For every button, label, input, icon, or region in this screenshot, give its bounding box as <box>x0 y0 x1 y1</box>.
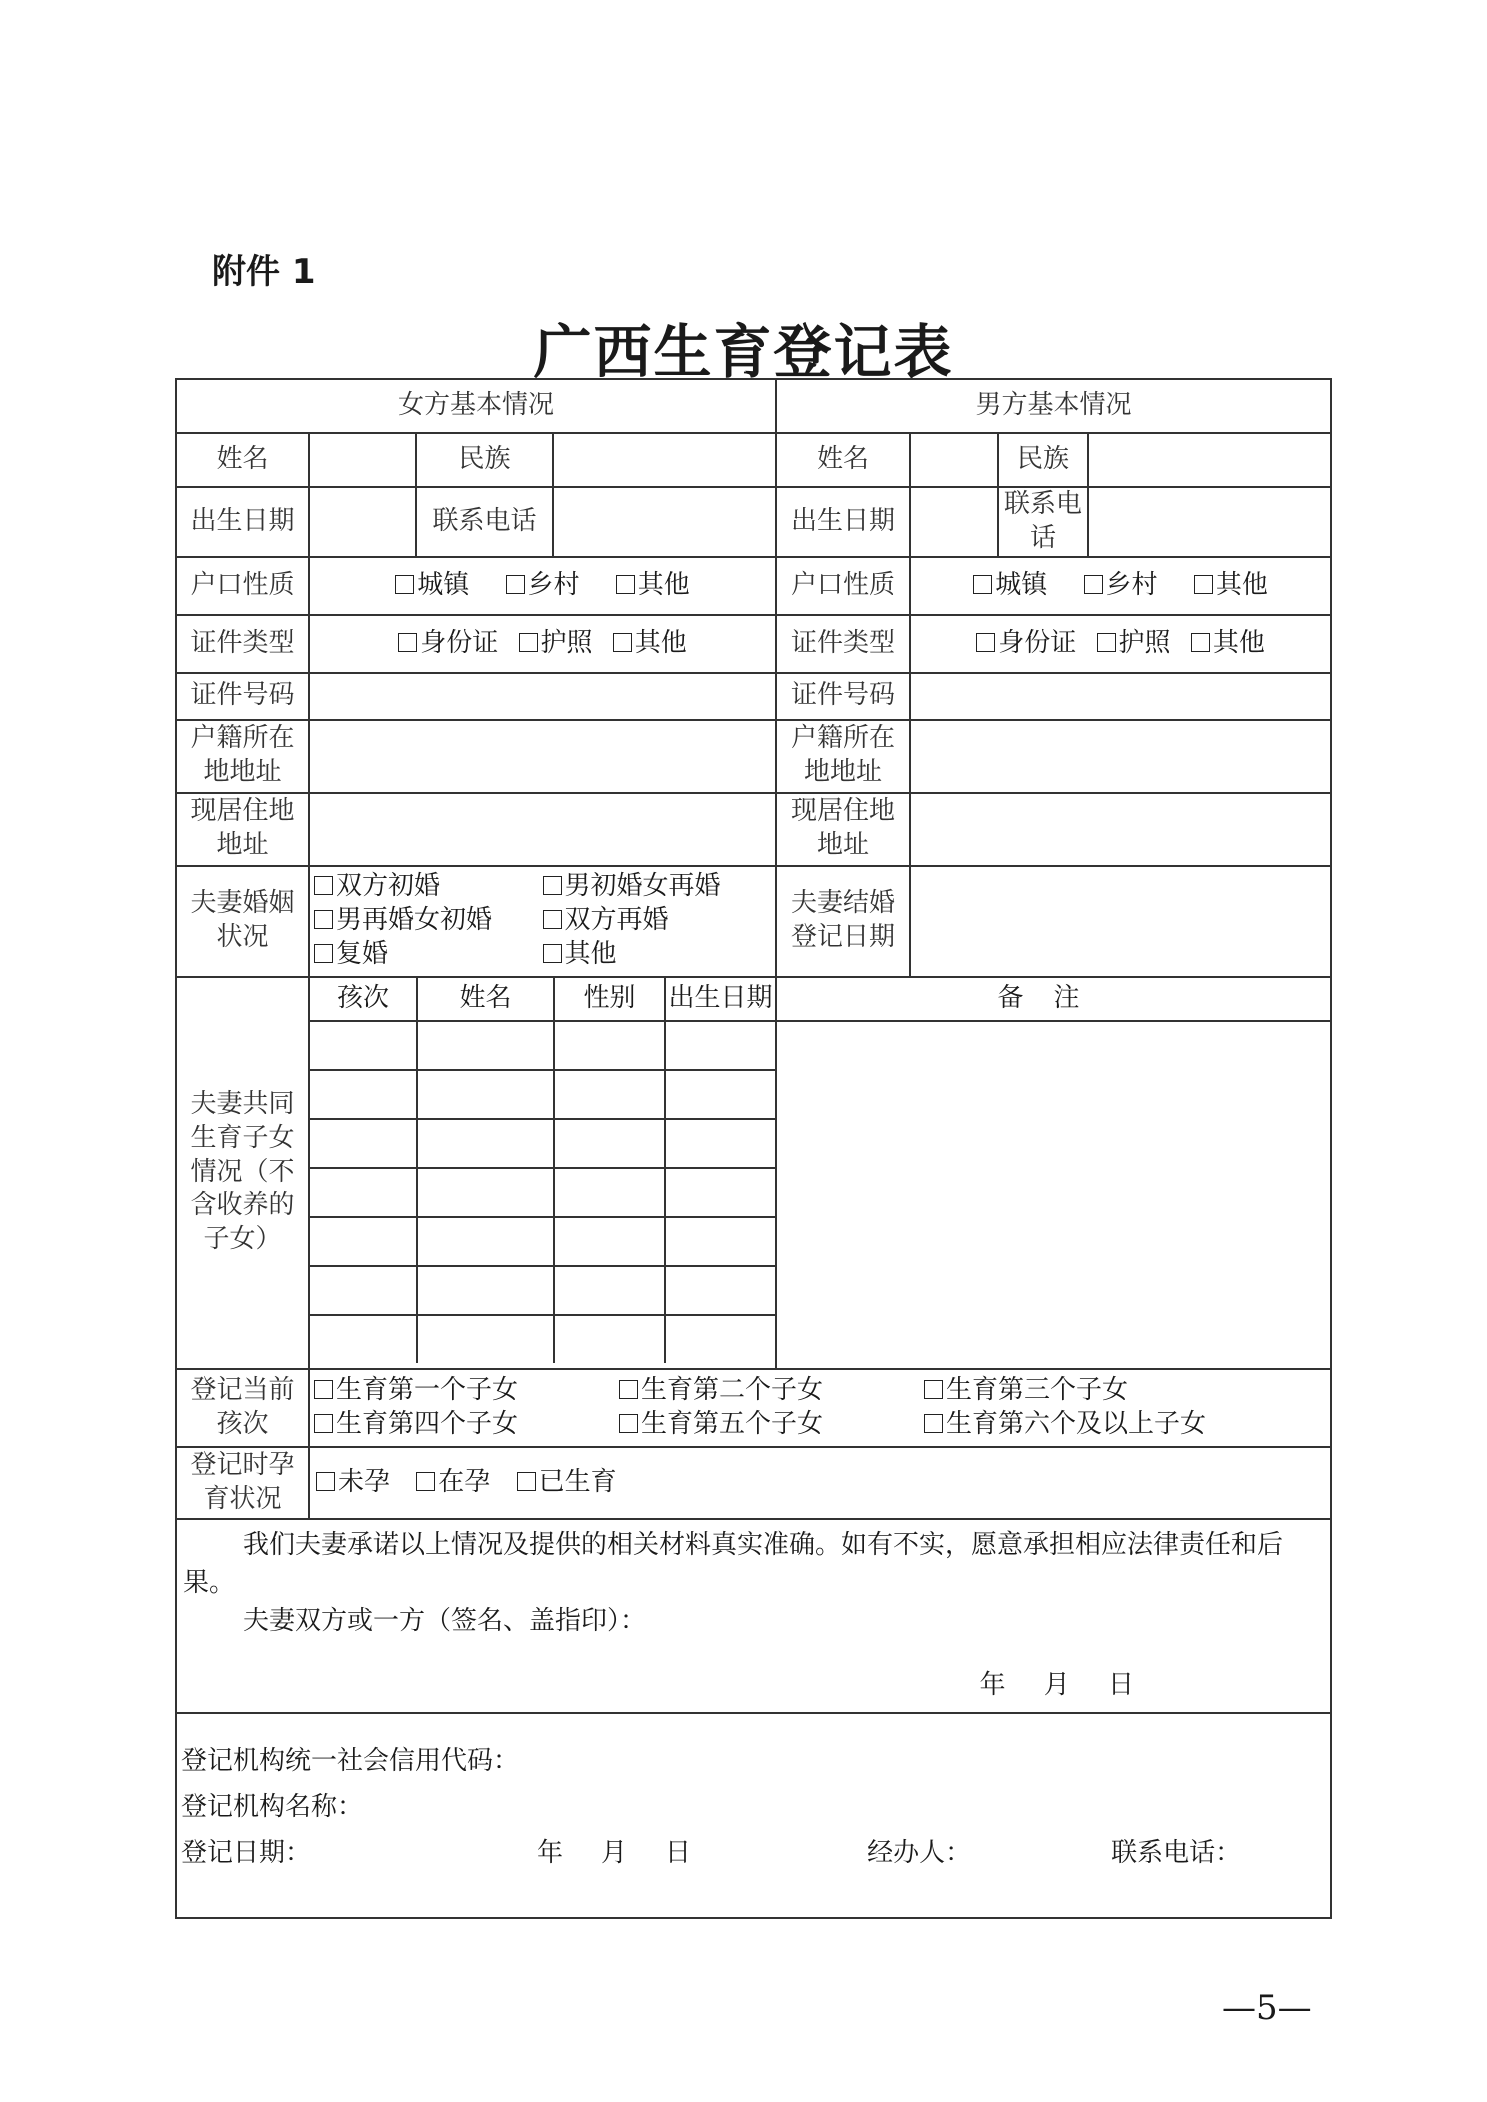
male-hukou-address-label: 户籍所在地地址 <box>776 720 910 793</box>
table-row <box>310 1266 775 1315</box>
female-idnumber-field[interactable] <box>309 673 776 720</box>
female-ethnicity-label: 民族 <box>416 433 553 487</box>
annex-label: 附件 1 <box>212 252 316 292</box>
female-hukou-label: 户口性质 <box>176 557 309 615</box>
female-idtype-label: 证件类型 <box>176 615 309 673</box>
female-name-field[interactable] <box>309 433 416 487</box>
male-name-label: 姓名 <box>776 433 910 487</box>
current-order-options <box>309 1369 1331 1447</box>
org-reg-date-label: 登记日期： <box>181 1837 312 1868</box>
option-town[interactable]: 城镇 <box>395 570 469 600</box>
option-other[interactable]: 其他 <box>1191 628 1265 658</box>
female-name-label: 姓名 <box>176 433 309 487</box>
checkbox-icon <box>543 876 562 895</box>
checkbox-icon <box>613 633 632 652</box>
male-current-address-field[interactable] <box>910 793 1331 866</box>
pledge-section <box>176 1519 1331 1713</box>
table-row <box>310 1217 775 1266</box>
option-remarriage[interactable]: 复婚 <box>314 938 543 972</box>
table-row <box>310 1021 775 1070</box>
option-idcard[interactable]: 身份证 <box>398 628 498 658</box>
male-hukou-address-field[interactable] <box>910 720 1331 793</box>
checkbox-icon <box>1084 575 1103 594</box>
male-ethnicity-label: 民族 <box>998 433 1088 487</box>
option-male-first-female-re[interactable]: 男初婚女再婚 <box>543 870 772 904</box>
male-name-field[interactable] <box>910 433 998 487</box>
checkbox-icon <box>314 876 333 895</box>
org-section <box>176 1713 1331 1918</box>
male-idnumber-field[interactable] <box>910 673 1331 720</box>
male-hukou-label: 户口性质 <box>776 557 910 615</box>
option-rural[interactable]: 乡村 <box>1084 570 1158 600</box>
org-credit-code[interactable]: 登记机构统一社会信用代码： <box>181 1745 520 1776</box>
option-passport[interactable]: 护照 <box>519 628 593 658</box>
male-current-address-label: 现居住地地址 <box>776 793 910 866</box>
checkbox-icon <box>314 944 333 963</box>
checkbox-icon <box>314 1414 333 1433</box>
checkbox-icon <box>619 1380 638 1399</box>
male-idtype-label: 证件类型 <box>776 615 910 673</box>
checkbox-icon <box>398 633 417 652</box>
option-idcard[interactable]: 身份证 <box>976 628 1076 658</box>
org-handler-label: 经办人： <box>867 1837 972 1868</box>
male-idnumber-label: 证件号码 <box>776 673 910 720</box>
pledge-date[interactable]: 年 月 日 <box>979 1669 1135 1700</box>
org-phone-label: 联系电话： <box>1111 1837 1242 1868</box>
checkbox-icon <box>395 575 414 594</box>
pledge-text: 我们夫妻承诺以上情况及提供的相关材料真实准确。如有不实，愿意承担相应法律责任和后果。 <box>183 1529 1284 1598</box>
child-col-name: 姓名 <box>417 978 554 1021</box>
org-date-row[interactable]: 登记日期： 年 月 日 经办人： 联系电话： <box>181 1837 1242 1868</box>
option-both-first[interactable]: 双方初婚 <box>314 870 543 904</box>
option-child-4[interactable]: 生育第四个子女 <box>314 1408 619 1442</box>
checkbox-icon <box>1097 633 1116 652</box>
children-label: 夫妻共同生育子女情况（不含收养的子女） <box>176 977 309 1369</box>
form-title: 广西生育登记表 <box>533 318 954 386</box>
checkbox-icon <box>924 1414 943 1433</box>
child-col-sex: 性别 <box>554 978 665 1021</box>
children-table <box>310 978 775 1363</box>
pregnancy-status-options <box>309 1447 1331 1519</box>
table-row <box>310 1168 775 1217</box>
option-other[interactable]: 其他 <box>616 570 690 600</box>
checkbox-icon <box>416 1472 435 1491</box>
female-idtype-options <box>309 615 776 673</box>
registration-form <box>175 378 1332 1919</box>
checkbox-icon <box>543 944 562 963</box>
checkbox-icon <box>1191 633 1210 652</box>
female-hukou-address-field[interactable] <box>309 720 776 793</box>
checkbox-icon <box>314 1380 333 1399</box>
checkbox-icon <box>314 910 333 929</box>
option-town[interactable]: 城镇 <box>973 570 1047 600</box>
child-col-order: 孩次 <box>310 978 417 1021</box>
female-ethnicity-field[interactable] <box>553 433 776 487</box>
pregnancy-status-label: 登记时孕育状况 <box>176 1447 309 1519</box>
org-name[interactable]: 登记机构名称： <box>181 1791 364 1822</box>
option-both-re[interactable]: 双方再婚 <box>543 904 772 938</box>
checkbox-icon <box>1194 575 1213 594</box>
option-not-pregnant[interactable]: 未孕 <box>316 1467 390 1497</box>
marriage-status-label: 夫妻婚姻状况 <box>176 866 309 977</box>
option-child-3[interactable]: 生育第三个子女 <box>924 1374 1229 1408</box>
table-row <box>310 1315 775 1363</box>
option-given-birth[interactable]: 已生育 <box>517 1467 617 1497</box>
female-phone-label: 联系电话 <box>416 487 553 557</box>
option-child-1[interactable]: 生育第一个子女 <box>314 1374 619 1408</box>
female-idnumber-label: 证件号码 <box>176 673 309 720</box>
option-child-6plus[interactable]: 生育第六个及以上子女 <box>924 1408 1229 1442</box>
checkbox-icon <box>924 1380 943 1399</box>
male-header: 男方基本情况 <box>776 379 1331 433</box>
male-idtype-options <box>910 615 1331 673</box>
checkbox-icon <box>976 633 995 652</box>
female-header: 女方基本情况 <box>176 379 776 433</box>
checkbox-icon <box>517 1472 536 1491</box>
child-col-birth: 出生日期 <box>665 978 775 1021</box>
marriage-date-field[interactable] <box>910 866 1331 977</box>
checkbox-icon <box>973 575 992 594</box>
option-child-5[interactable]: 生育第五个子女 <box>619 1408 924 1442</box>
checkbox-icon <box>519 633 538 652</box>
female-birth-label: 出生日期 <box>176 487 309 557</box>
page-number: —5— <box>1222 1988 1312 2028</box>
checkbox-icon <box>543 910 562 929</box>
checkbox-icon <box>616 575 635 594</box>
female-hukou-options <box>309 557 776 615</box>
female-current-address-label: 现居住地地址 <box>176 793 309 866</box>
female-birth-field[interactable] <box>309 487 416 557</box>
male-hukou-options <box>910 557 1331 615</box>
male-ethnicity-field[interactable] <box>1088 433 1331 487</box>
remark-header: 备注 <box>777 978 1330 1022</box>
female-current-address-field[interactable] <box>309 793 776 866</box>
option-other[interactable]: 其他 <box>1194 570 1268 600</box>
male-phone-field[interactable] <box>1088 487 1331 557</box>
male-birth-field[interactable] <box>910 487 998 557</box>
checkbox-icon <box>316 1472 335 1491</box>
marriage-status-options <box>309 866 776 977</box>
pledge-sign[interactable]: 夫妻双方或一方（签名、盖指印）： <box>243 1605 647 1636</box>
table-row <box>310 1119 775 1168</box>
checkbox-icon <box>619 1414 638 1433</box>
children-table-cell <box>309 977 776 1369</box>
option-child-2[interactable]: 生育第二个子女 <box>619 1374 924 1408</box>
marriage-date-label: 夫妻结婚登记日期 <box>776 866 910 977</box>
remark-cell[interactable] <box>776 977 1331 1369</box>
table-row <box>310 1070 775 1119</box>
option-other[interactable]: 其他 <box>543 938 772 972</box>
current-order-label: 登记当前孩次 <box>176 1369 309 1447</box>
female-phone-field[interactable] <box>553 487 776 557</box>
checkbox-icon <box>506 575 525 594</box>
male-phone-label: 联系电话 <box>998 487 1088 557</box>
female-hukou-address-label: 户籍所在地地址 <box>176 720 309 793</box>
male-birth-label: 出生日期 <box>776 487 910 557</box>
option-passport[interactable]: 护照 <box>1097 628 1171 658</box>
option-male-re-female-first[interactable]: 男再婚女初婚 <box>314 904 543 938</box>
option-other[interactable]: 其他 <box>613 628 687 658</box>
option-rural[interactable]: 乡村 <box>506 570 580 600</box>
option-pregnant[interactable]: 在孕 <box>416 1467 490 1497</box>
